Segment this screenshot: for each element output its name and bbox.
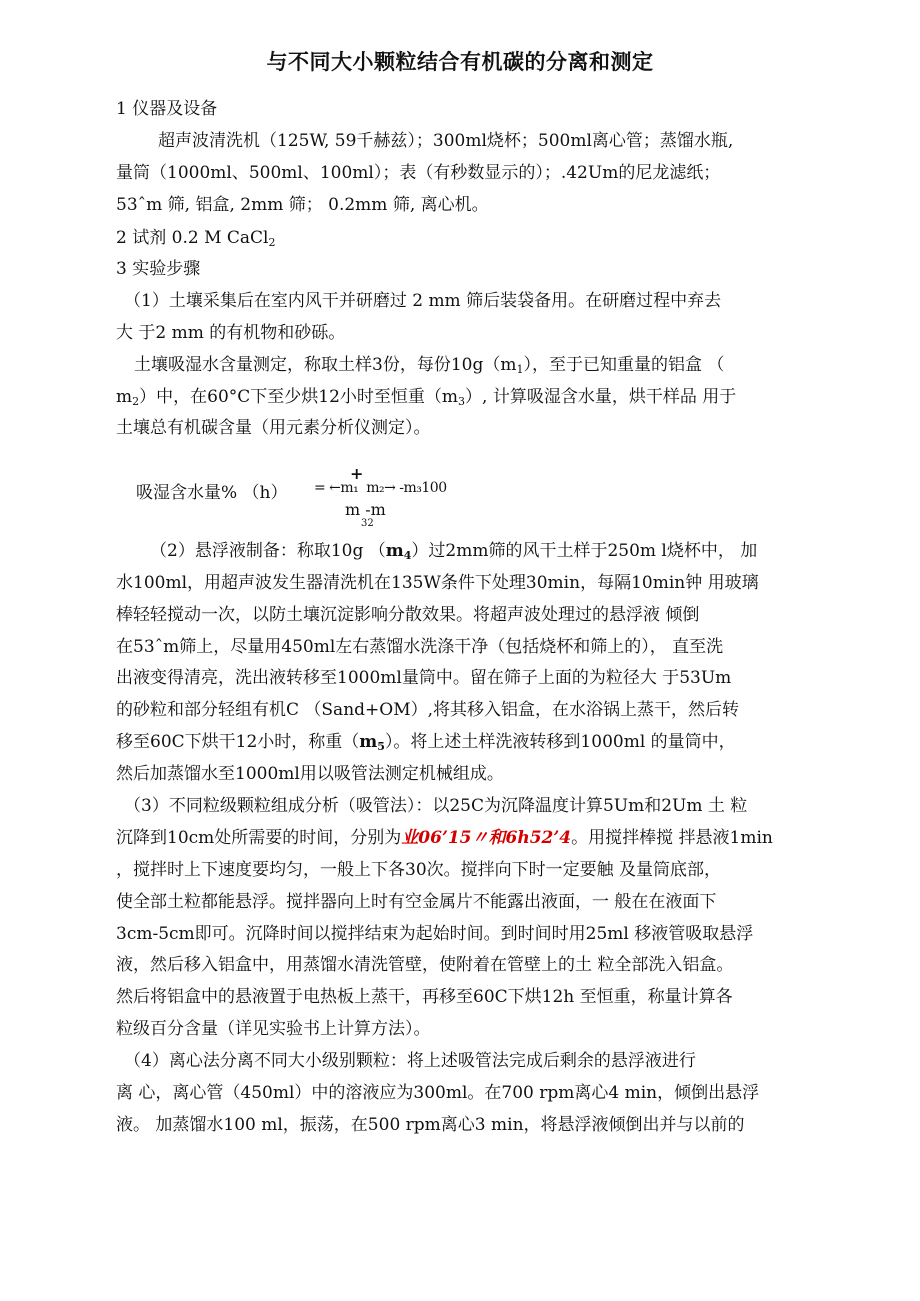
moisture-line-3: 土壤总有机碳含量（用元素分析仪测定）。 bbox=[116, 418, 431, 438]
formula-plus: + bbox=[350, 464, 364, 483]
formula-expression: = ←m₁ ⁣⁣ m₂→ -m₃100 bbox=[314, 480, 447, 496]
moisture-line-2 bbox=[116, 385, 736, 414]
m3-subscript: 3 bbox=[458, 395, 466, 408]
m5-label: m bbox=[359, 732, 378, 752]
m5-subscript: 5 bbox=[377, 740, 385, 753]
equipment-line-2: 量筒（1000ml、500ml、100ml）；表（有秒数显示的）；.42Um的尼龙滤纸； bbox=[116, 163, 721, 183]
step2-line-5: 出液变得清亮，洗出液转移至1000ml量筒中。留在筛子上面的为粒径大 于53Um bbox=[116, 668, 732, 688]
step3-line-2 bbox=[116, 826, 773, 850]
m4-label: m bbox=[385, 541, 404, 561]
step3-line-6: 液，然后移入铝盒中，用蒸馏水清洗管壁，使附着在管壁上的土 粒全部洗入铝盒。 bbox=[116, 955, 734, 975]
moisture-text-d: ）中，在60°C下至少烘12小时至恒重（m bbox=[139, 387, 459, 407]
section-3-heading: 3 实验步骤 bbox=[116, 259, 201, 279]
formula-denominator: m -m bbox=[345, 500, 386, 519]
step2-line-6: 的砂粒和部分轻组有机C （Sand+OM）,将其移入铝盒，在水浴锅上蒸干，然后转 bbox=[116, 700, 740, 720]
step2-line-7 bbox=[116, 730, 736, 759]
step3-text-a: 沉降到10cm处所需要的时间，分别为 bbox=[116, 828, 402, 848]
m1-subscript: 1 bbox=[516, 363, 524, 376]
step3-line-8: 粒级百分含量（详见实验书上计算方法）。 bbox=[116, 1019, 431, 1039]
m2-subscript: 2 bbox=[132, 395, 140, 408]
step4-line-3: 液。 加蒸馏水100 ml，振荡，在500 rpm离心3 min，将悬浮液倾倒出并与以前的 bbox=[116, 1115, 745, 1135]
step3-text-b: 。用搅拌棒搅 拌悬液1min bbox=[571, 828, 773, 848]
reagent-subscript: 2 bbox=[268, 236, 276, 249]
moisture-text-e: ）, 计算吸湿含水量，烘干样品 用于 bbox=[465, 387, 737, 407]
step2-text-c: 移至60C下烘干12小时，称重（ bbox=[116, 732, 360, 752]
moisture-line-1 bbox=[134, 353, 724, 382]
step1-line-2: 大 于2 mm 的有机物和砂砾。 bbox=[116, 323, 346, 343]
step3-line-3: ，搅拌时上下速度要均匀，一般上下各30次。搅拌向下时一定要触 及量筒底部， bbox=[116, 860, 722, 880]
equipment-line-3: 53ˆm 筛, 铝盒, 2mm 筛； 0.2mm 筛, 离心机。 bbox=[116, 195, 489, 215]
formula-denominator-sub: 32 bbox=[361, 518, 374, 529]
step3-line-7: 然后将铝盒中的悬液置于电热板上蒸干，再移至60C下烘12h 至恒重，称量计算各 bbox=[116, 987, 733, 1007]
equipment-line-1: 超声波清洗机（125W, 59千赫兹）；300ml烧杯；500ml离心管；蒸馏水瓶, bbox=[158, 131, 734, 151]
step3-line-4: 使全部土粒都能悬浮。搅拌器向上时有空金属片不能露出液面，一 般在在液面下 bbox=[116, 892, 717, 912]
moisture-text-c: m bbox=[116, 387, 133, 407]
m4-subscript: 4 bbox=[403, 549, 412, 562]
step2-line-2: 水100ml，用超声波发生器清洗机在135W条件下处理30min，每隔10min钟 用玻璃 bbox=[116, 573, 759, 593]
section-2-heading bbox=[116, 226, 275, 255]
moisture-text-b: ），至于已知重量的铝盒 （ bbox=[523, 355, 725, 375]
reagent-text: 2 试剂 0.2 M CaCl bbox=[116, 228, 269, 248]
step2-line-4: 在53ˆm筛上，尽量用450ml左右蒸馏水洗涤干净（包括烧杯和筛上的）， 直至洗 bbox=[116, 637, 724, 657]
step4-line-2: 离 心，离心管（450ml）中的溶液应为300ml。在700 rpm离心4 min，倾倒出悬浮 bbox=[116, 1083, 760, 1103]
step3-line-5: 3cm-5cm即可。沉降时间以搅拌结束为起始时间。到时间时用25ml 移液管吸取悬浮 bbox=[116, 924, 754, 944]
sedimentation-times: 业06’15〃和6h52’4 bbox=[401, 828, 572, 848]
step2-text-b: ）过2mm筛的风干土样于250m l烧杯中， 加 bbox=[411, 541, 758, 561]
moisture-text-a: 土壤吸湿水含量测定，称取土样3份，每份10g（m bbox=[134, 355, 517, 375]
step1-line-1: （1）土壤采集后在室内风干并研磨过 2 mm 筛后装袋备用。在研磨过程中弃去 bbox=[124, 291, 722, 311]
step3-line-1: （3）不同粒级颗粒组成分析（吸管法）：以25C为沉降温度计算5Um和2Um 土 粒 bbox=[124, 796, 748, 816]
step2-text-a: （2）悬浮液制备：称取10g （ bbox=[150, 541, 386, 561]
step2-text-d: ）。将上述土样洗液转移到1000ml 的量筒中， bbox=[384, 732, 736, 752]
step2-line-1 bbox=[150, 539, 757, 568]
step2-line-8: 然后加蒸馏水至1000ml用以吸管法测定机械组成。 bbox=[116, 764, 504, 784]
formula-label: 吸湿含水量% （h） bbox=[136, 483, 288, 503]
section-1-heading: 1 仪器及设备 bbox=[116, 99, 218, 119]
step4-line-1: （4）离心法分离不同大小级别颗粒：将上述吸管法完成后剩余的悬浮液进行 bbox=[124, 1051, 696, 1071]
page-title: 与不同大小颗粒结合有机碳的分离和测定 bbox=[266, 50, 654, 74]
step2-line-3: 棒轻轻搅动一次，以防土壤沉淀影响分散效果。将超声波处理过的悬浮液 倾倒 bbox=[116, 605, 700, 625]
